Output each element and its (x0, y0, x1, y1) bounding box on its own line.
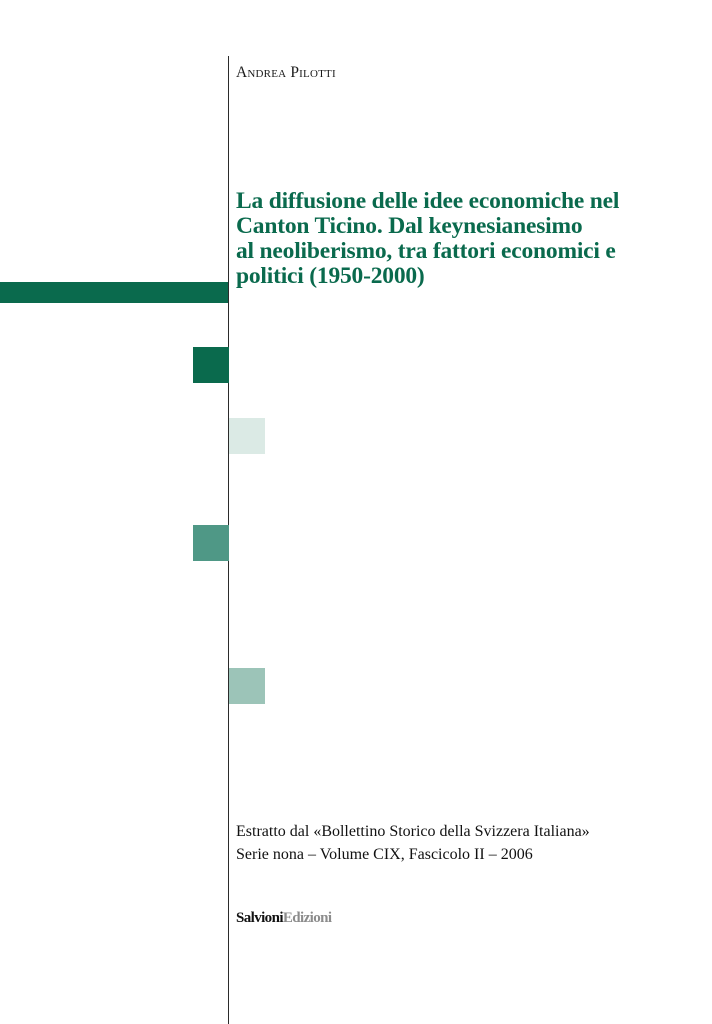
document-title (236, 189, 696, 289)
decorative-band (0, 282, 228, 303)
title-line: La diffusione delle idee economiche nel (236, 188, 620, 214)
title-line: politici (1950-2000) (236, 263, 425, 289)
decorative-square-medium (193, 525, 229, 561)
decorative-square-light (229, 418, 265, 454)
source-citation (236, 820, 590, 866)
source-line: Estratto dal «Bollettino Storico della Svizzera Italiana» (236, 823, 590, 840)
publisher-name-part1: Salvioni (236, 910, 283, 926)
publisher-name-part2: Edizioni (282, 910, 332, 926)
decorative-square-dark (193, 347, 229, 383)
author-name: Andrea Pilotti (236, 64, 336, 81)
title-line: al neoliberismo, tra fattori economici e (236, 238, 616, 264)
decorative-square-soft (229, 668, 265, 704)
title-line: Canton Ticino. Dal keynesianesimo (236, 213, 583, 239)
source-line: Serie nona – Volume CIX, Fascicolo II – 2006 (236, 846, 533, 863)
publisher-logo (236, 910, 331, 927)
